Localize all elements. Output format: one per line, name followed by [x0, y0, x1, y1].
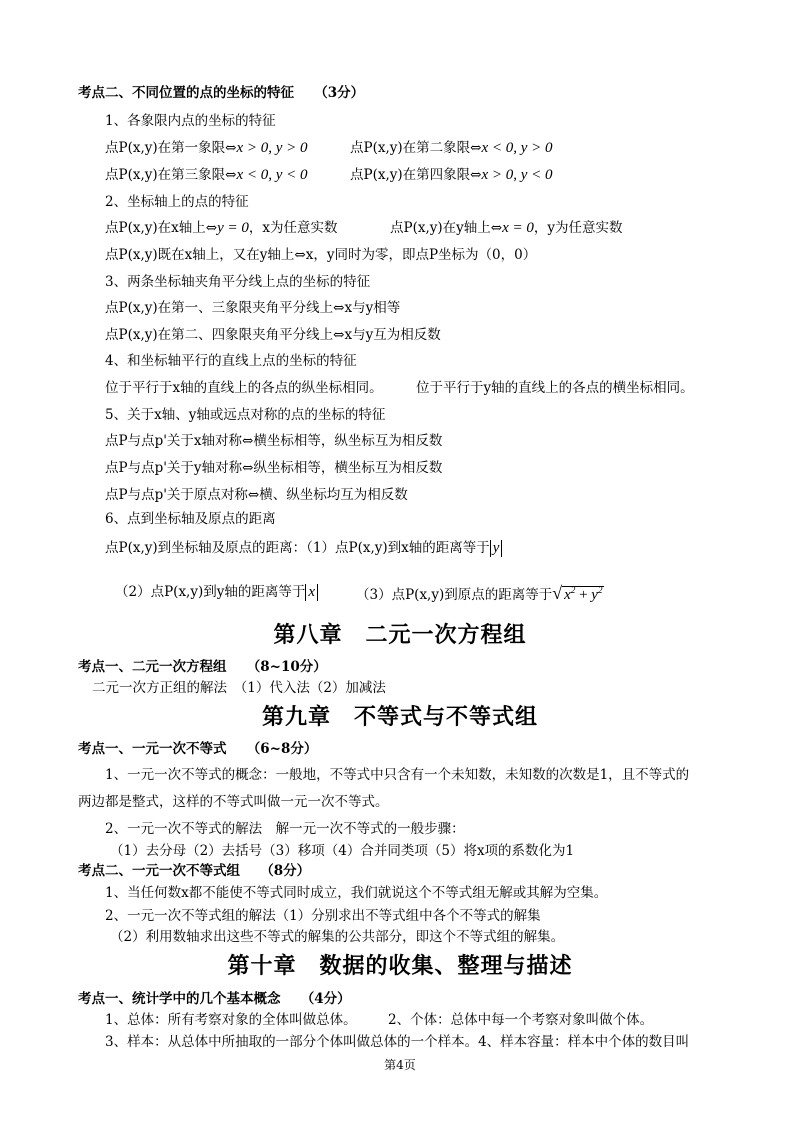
text-span: ，x为任意实数 [248, 220, 338, 236]
text-line: 点P与点p'关于y轴对称⇔纵坐标相等，横坐标互为相反数 [105, 460, 443, 476]
text-span: ，y为任意实数 [533, 220, 623, 236]
text-span: （2）点P(x,y)到y轴的距离等于 [115, 584, 306, 600]
section-heading: 考点二、不同位置的点的坐标的特征 （3分） [78, 85, 365, 101]
chapter-title: 第十章 数据的收集、整理与描述 [227, 953, 573, 979]
subheading: 3、两条坐标轴夹角平分线上点的坐标的特征 [105, 274, 371, 290]
section-heading: 考点一、统计学中的几个基本概念 （4分） [78, 991, 351, 1007]
text-line: 3、样本：从总体中所抽取的一部分个体叫做总体的一个样本。4、样本容量：样本中个体的数目叫 [105, 1034, 690, 1050]
chapter-title: 第九章 不等式与不等式组 [261, 704, 538, 730]
chapter-title: 第八章 二元一次方程组 [273, 622, 527, 648]
text-line: 位于平行于y轴的直线上的各点的横坐标相同。 [416, 380, 694, 396]
sqrt-expr [552, 581, 604, 604]
radical-sign-icon: √ [552, 583, 563, 603]
text-line: 点P(x,y)既在x轴上，又在y轴上⇔x，y同时为零，即点P坐标为（0，0） [105, 247, 537, 263]
text-line: 点P(x,y)在第二、四象限夹角平分线上⇔x与y互为相反数 [105, 327, 441, 343]
math-var: x [564, 587, 571, 603]
math-expr: x < 0, y < 0 [236, 167, 308, 183]
text-line: 2、个体：总体中每一个考察对象叫做个体。 [388, 1012, 654, 1028]
text-line: 1、一元一次不等式的概念：一般地，不等式中只含有一个未知数，未知数的次数是1，且不等式的 [105, 767, 690, 783]
text-span: 点P(x,y)在y轴上⇔ [390, 220, 503, 236]
section-heading: 考点一、二元一次方程组 （8~10分） [78, 659, 327, 675]
text-line [356, 581, 604, 604]
text-line: （1）去分母（2）去括号（3）移项（4）合并同类项（5）将x项的系数化为1 [110, 843, 575, 859]
text-span: 点P(x,y)在第二象限⇔ [350, 140, 482, 156]
exponent: 2 [570, 585, 576, 595]
text-line: 二元一次方正组的解法 （1）代入法（2）加减法 [92, 680, 386, 696]
text-line [115, 583, 318, 601]
section-heading: 考点一、一元一次不等式 （6~8分） [78, 741, 318, 757]
text-line [390, 219, 623, 237]
text-line [105, 166, 308, 184]
text-span: 点P(x,y)在x轴上⇔ [105, 220, 218, 236]
math-expr: x > 0, y < 0 [481, 167, 553, 183]
text-span: 点P(x,y)在第一象限⇔ [105, 140, 237, 156]
abs-value-expr: x [305, 584, 318, 601]
math-expr: x > 0, y > 0 [236, 140, 308, 156]
section-heading: 考点二、一元一次不等式组 （8分） [78, 863, 311, 879]
subheading: 6、点到坐标轴及原点的距离 [105, 511, 276, 527]
text-line [350, 166, 553, 184]
page-number: 第4页 [384, 1058, 416, 1072]
subheading: 5、关于x轴、y轴或远点对称的点的坐标的特征 [105, 407, 386, 423]
math-expr: x < 0, y > 0 [481, 140, 553, 156]
text-line: 2、一元一次不等式的解法 解一元一次不等式的一般步骤： [105, 821, 465, 837]
text-span: 点P(x,y)到坐标轴及原点的距离：（1）点P(x,y)到x轴的距离等于 [105, 540, 490, 556]
text-line [105, 539, 502, 557]
text-line [105, 139, 308, 157]
text-line: 2、一元一次不等式组的解法（1）分别求出不等式组中各个不等式的解集 [105, 908, 541, 924]
abs-value-expr: y [490, 540, 503, 557]
text-span: 点P(x,y)在第三象限⇔ [105, 167, 237, 183]
text-line: 位于平行于x轴的直线上的各点的纵坐标相同。 [105, 380, 383, 396]
text-line: 1、总体：所有考察对象的全体叫做总体。 [105, 1012, 357, 1028]
subheading: 4、和坐标轴平行的直线上点的坐标的特征 [105, 353, 357, 369]
math-expr: y = 0 [217, 220, 249, 236]
math-expr: x = 0 [502, 220, 534, 236]
math-op: + [575, 587, 592, 603]
text-line: 1、当任何数x都不能使不等式同时成立，我们就说这个不等式组无解或其解为空集。 [105, 885, 608, 901]
text-line: 点P与点p'关于原点对称⇔横、纵坐标均互为相反数 [105, 487, 408, 503]
subheading: 2、坐标轴上的点的特征 [105, 194, 249, 210]
text-line: 点P与点p'关于x轴对称⇔横坐标相等，纵坐标互为相反数 [105, 433, 443, 449]
radicand [562, 586, 604, 603]
text-line [105, 219, 337, 237]
text-span: 点P(x,y)在第四象限⇔ [350, 167, 482, 183]
subheading: 1、各象限内点的坐标的特征 [105, 113, 276, 129]
text-line: 两边都是整式，这样的不等式叫做一元一次不等式。 [78, 794, 389, 810]
text-line: （2）利用数轴求出这些不等式的解集的公共部分，即这个不等式组的解集。 [110, 929, 565, 945]
text-line: 点P(x,y)在第一、三象限夹角平分线上⇔x与y相等 [105, 300, 401, 316]
text-span: （3）点P(x,y)到原点的距离等于 [356, 587, 553, 603]
exponent: 2 [597, 585, 603, 595]
math-var: y [591, 587, 598, 603]
text-line [350, 139, 553, 157]
